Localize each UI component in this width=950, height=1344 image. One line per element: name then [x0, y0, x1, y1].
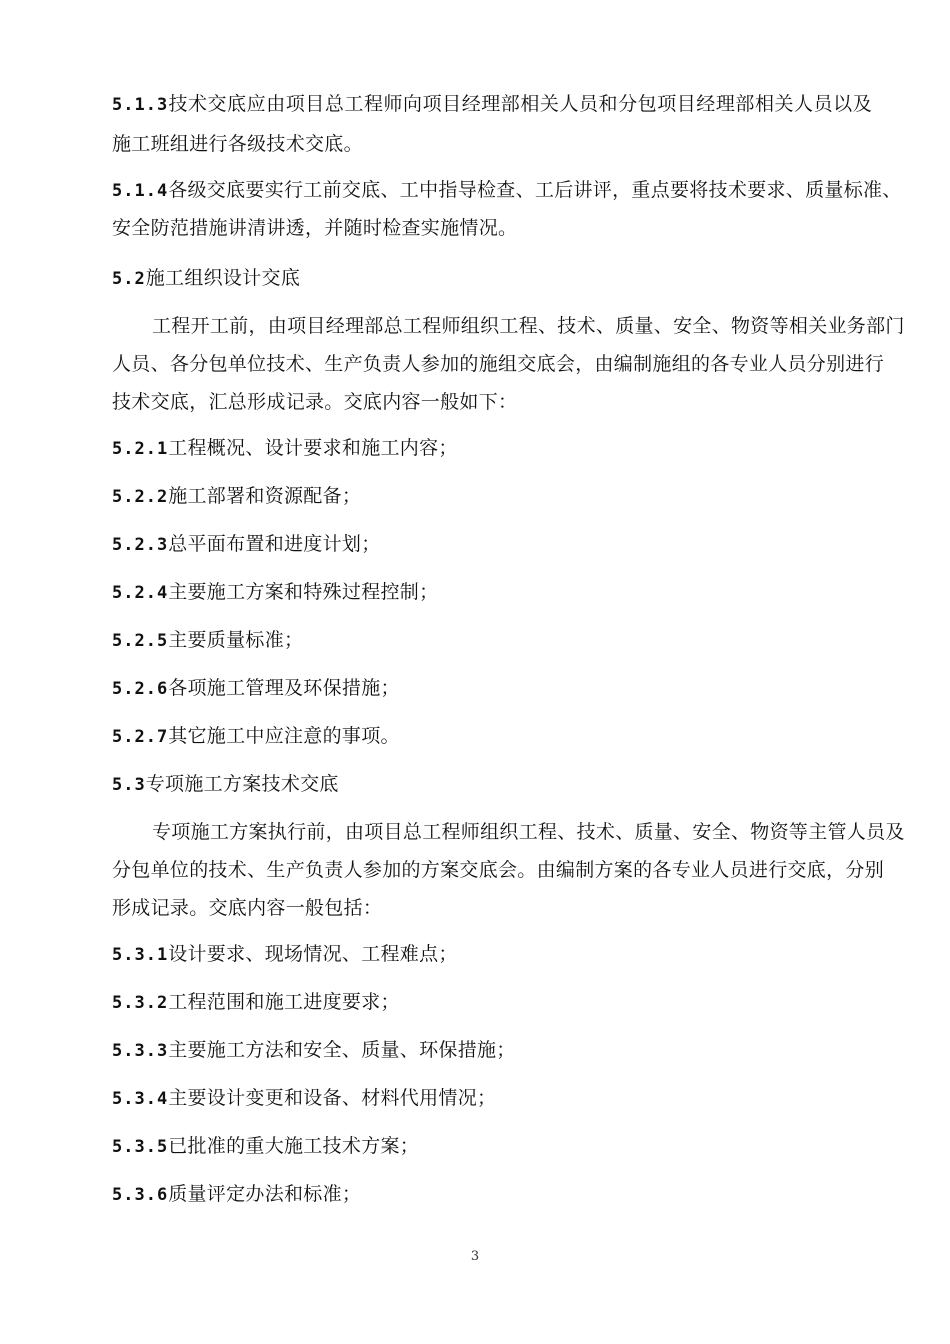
paragraph-line — [112, 858, 885, 882]
clause-number: 5.3.4 — [112, 1089, 169, 1109]
section-number: 5.3 — [112, 775, 146, 795]
clause-5-2-4 — [112, 580, 872, 605]
section-heading-5-3 — [112, 772, 872, 797]
clause-number: 5.1.4 — [112, 181, 169, 201]
clause-5-3-6 — [112, 1182, 872, 1207]
clause-text: 质量评定办法和标准； — [168, 1183, 362, 1205]
paragraph-line — [112, 390, 872, 414]
clause-5-2-3 — [112, 532, 872, 557]
paragraph-line — [112, 896, 872, 920]
paragraph-text: 人员、各分包单位技术、生产负责人参加的施组交底会，由编制施组的各专业人员分别进行 — [112, 353, 885, 375]
clause-text: 设计要求、现场情况、工程难点； — [168, 943, 458, 965]
paragraph-text: 形成记录。交底内容一般包括： — [112, 897, 383, 919]
clause-text: 施工部署和资源配备； — [168, 485, 362, 507]
clause-text: 主要质量标准； — [168, 629, 304, 651]
clause-number: 5.1.3 — [112, 95, 169, 115]
clause-text: 已批准的重大施工技术方案； — [168, 1135, 420, 1157]
clause-5-2-5 — [112, 628, 872, 653]
clause-text: 工程概况、设计要求和施工内容； — [168, 437, 458, 459]
paragraph-text: 技术交底，汇总形成记录。交底内容一般如下： — [112, 391, 518, 413]
paragraph-line — [152, 314, 905, 338]
clause-text: 主要设计变更和设备、材料代用情况； — [168, 1087, 497, 1109]
clause-number: 5.3.6 — [112, 1185, 169, 1205]
clause-5-3-5 — [112, 1134, 872, 1159]
clause-text: 主要施工方法和安全、质量、环保措施； — [168, 1039, 516, 1061]
clause-5-1-4 — [112, 178, 902, 203]
clause-number: 5.2.6 — [112, 679, 169, 699]
clause-text: 工程范围和施工进度要求； — [168, 991, 400, 1013]
clause-5-2-1 — [112, 436, 872, 461]
clause-text: 安全防范措施讲清讲透，并随时检查实施情况。 — [112, 217, 518, 239]
section-heading-5-2 — [112, 266, 872, 291]
section-title: 施工组织设计交底 — [145, 267, 301, 289]
clause-5-1-3-cont — [112, 132, 872, 156]
clause-number: 5.2.7 — [112, 727, 169, 747]
clause-number: 5.2.2 — [112, 487, 169, 507]
paragraph-text: 工程开工前，由项目经理部总工程师组织工程、技术、质量、安全、物资等相关业务部门 — [152, 315, 905, 337]
section-number: 5.2 — [112, 269, 146, 289]
clause-5-1-3 — [112, 92, 872, 117]
clause-number: 5.2.4 — [112, 583, 169, 603]
clause-5-3-1 — [112, 942, 872, 967]
clause-text: 各级交底要实行工前交底、工中指导检查、工后讲评，重点要将技术要求、质量标准、 — [168, 179, 902, 201]
clause-text: 各项施工管理及环保措施； — [168, 677, 400, 699]
paragraph-line — [152, 820, 905, 844]
clause-text: 其它施工中应注意的事项。 — [168, 725, 400, 747]
clause-number: 5.3.1 — [112, 945, 169, 965]
clause-text: 主要施工方案和特殊过程控制； — [168, 581, 439, 603]
clause-number: 5.2.1 — [112, 439, 169, 459]
clause-5-3-3 — [112, 1038, 872, 1063]
paragraph-text: 专项施工方案执行前，由项目总工程师组织工程、技术、质量、安全、物资等主管人员及 — [152, 821, 905, 843]
section-title: 专项施工方案技术交底 — [145, 773, 339, 795]
clause-number: 5.2.3 — [112, 535, 169, 555]
page-number: 3 — [470, 1249, 480, 1264]
clause-number: 5.2.5 — [112, 631, 169, 651]
clause-5-2-7 — [112, 724, 872, 749]
paragraph-text: 分包单位的技术、生产负责人参加的方案交底会。由编制方案的各专业人员进行交底，分别 — [112, 859, 885, 881]
clause-text: 技术交底应由项目总工程师向项目经理部相关人员和分包项目经理部相关人员以及 — [168, 93, 872, 115]
clause-text: 施工班组进行各级技术交底。 — [112, 133, 363, 155]
clause-number: 5.3.3 — [112, 1041, 169, 1061]
clause-number: 5.3.5 — [112, 1137, 169, 1157]
clause-text: 总平面布置和进度计划； — [168, 533, 381, 555]
clause-5-2-2 — [112, 484, 872, 509]
clause-5-2-6 — [112, 676, 872, 701]
clause-5-1-4-cont — [112, 216, 872, 240]
clause-5-3-2 — [112, 990, 872, 1015]
clause-number: 5.3.2 — [112, 993, 169, 1013]
clause-5-3-4 — [112, 1086, 872, 1111]
paragraph-line — [112, 352, 885, 376]
